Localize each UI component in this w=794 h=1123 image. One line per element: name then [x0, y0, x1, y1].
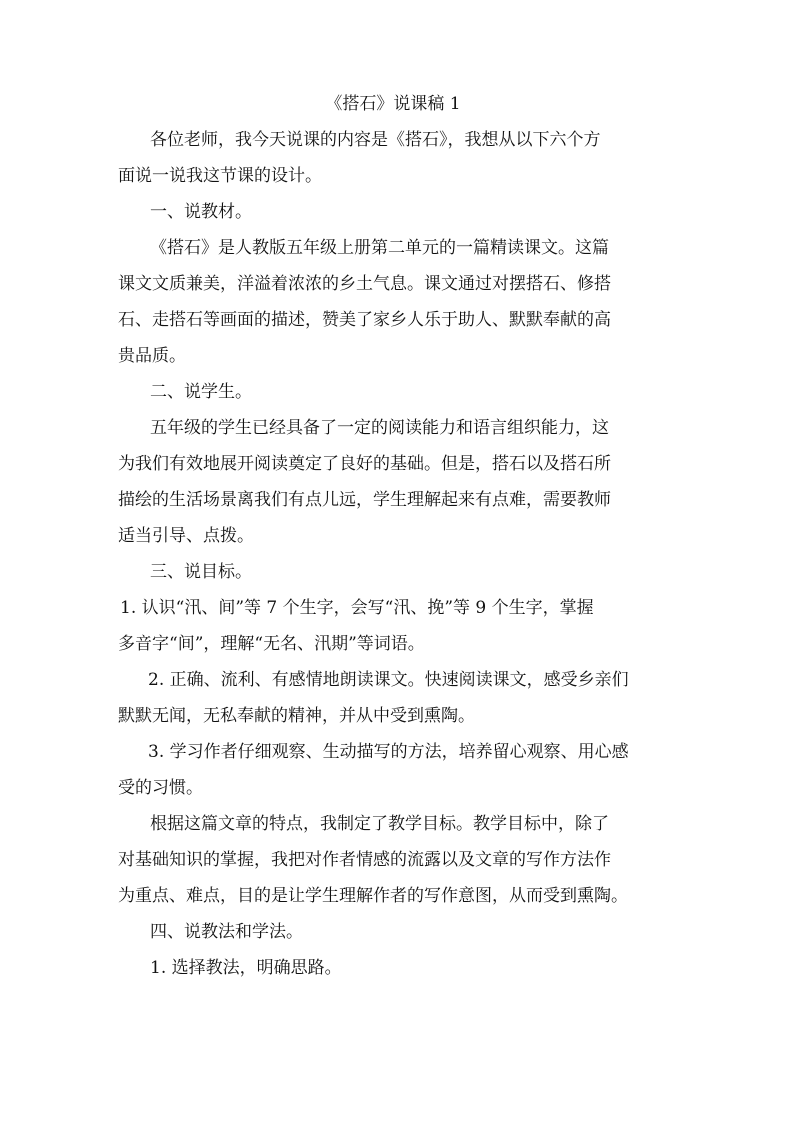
- paragraph-line: 根据这篇文章的特点，我制定了教学目标。教学目标中，除了: [150, 814, 609, 834]
- paragraph-line: 面说一说我这节课的设计。: [118, 166, 322, 186]
- list-item: 2. 正确、流利、有感情地朗读课文。快速阅读课文，感受乡亲们: [148, 670, 629, 690]
- list-item: 1. 选择教法，明确思路。: [150, 958, 342, 978]
- list-item-continued: 受的习惯。: [118, 778, 203, 798]
- document-title: 《搭石》说课稿 1: [325, 94, 461, 114]
- paragraph-line: 为我们有效地展开阅读奠定了良好的基础。但是，搭石以及搭石所: [118, 454, 611, 474]
- section-heading: 一、说教材。: [150, 202, 252, 222]
- paragraph-line: 五年级的学生已经具备了一定的阅读能力和语言组织能力，这: [150, 418, 609, 438]
- paragraph-line: 课文文质兼美，洋溢着浓浓的乡土气息。课文通过对摆搭石、修搭: [118, 274, 611, 294]
- paragraph-line: 为重点、难点，目的是让学生理解作者的写作意图，从而受到熏陶。: [118, 886, 628, 906]
- paragraph-line: 《搭石》是人教版五年级上册第二单元的一篇精读课文。这篇: [150, 238, 609, 258]
- list-item-continued: 默默无闻，无私奉献的精神，并从中受到熏陶。: [118, 706, 475, 726]
- paragraph-line: 石、走搭石等画面的描述，赞美了家乡人乐于助人、默默奉献的高: [118, 310, 611, 330]
- document-body: [118, 86, 678, 986]
- list-item: 1. 认识“汛、间”等 7 个生字，会写“汛、挽”等 9 个生字，掌握: [120, 598, 594, 618]
- paragraph-line: 各位老师，我今天说课的内容是《搭石》，我想从以下六个方: [150, 130, 601, 150]
- paragraph-line: 适当引导、点拨。: [118, 526, 254, 546]
- section-heading: 二、说学生。: [150, 382, 252, 402]
- paragraph-line: 贵品质。: [118, 346, 186, 366]
- list-item-continued: 多音字“间”，理解“无名、汛期”等词语。: [118, 634, 425, 654]
- paragraph-line: 对基础知识的掌握，我把对作者情感的流露以及文章的写作方法作: [118, 850, 611, 870]
- list-item: 3. 学习作者仔细观察、生动描写的方法，培养留心观察、用心感: [148, 742, 629, 762]
- section-heading: 三、说目标。: [150, 562, 252, 582]
- paragraph-line: 描绘的生活场景离我们有点儿远，学生理解起来有点难，需要教师: [118, 490, 611, 510]
- section-heading: 四、说教法和学法。: [150, 922, 303, 942]
